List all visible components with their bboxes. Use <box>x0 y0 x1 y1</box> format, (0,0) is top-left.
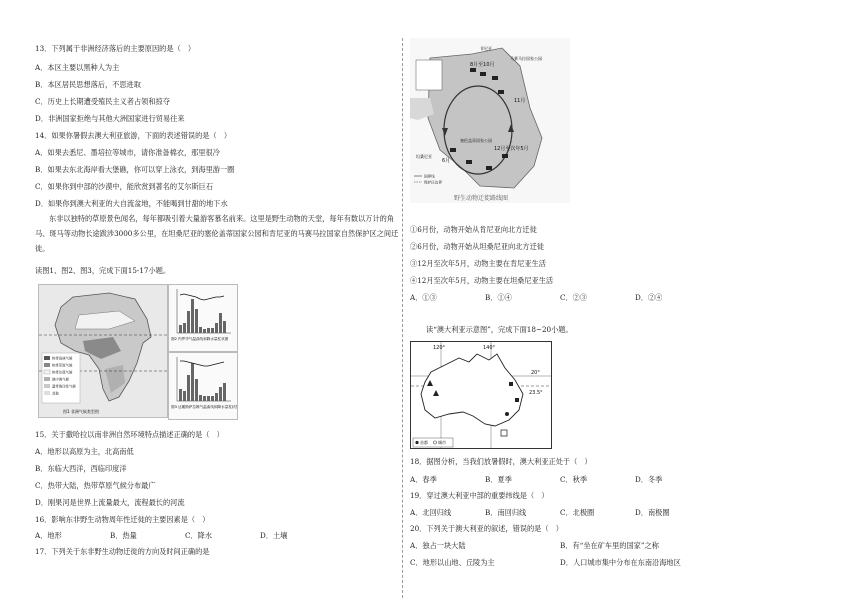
map1-legend-reserve: 保护区边界 <box>424 180 442 185</box>
map1-legend-border: 国界线 <box>424 174 435 179</box>
q13-stem: 13．下列属于非洲经济落后的主要原因的是（ ） <box>35 44 196 53</box>
q20-stem: 20．下列关于澳大利亚的叙述，错误的是（ ） <box>410 524 563 533</box>
fig1-legend-1: 热带草原气候 <box>52 363 73 368</box>
map2-legend-capital: 首都 <box>420 440 428 445</box>
map2-lat-20: 20° <box>531 370 540 376</box>
fig1-legend-5: 其他 <box>52 391 59 396</box>
fig1-legend-4: 温带海洋性气候 <box>52 384 76 389</box>
q14-option-d: D．如果你到澳大利亚的大自流盆地，不能喝到甘甜的地下水 <box>35 199 228 208</box>
africa-climate-map <box>38 284 168 418</box>
fig1-legend-3: 地中海气候 <box>52 377 69 382</box>
fig2-caption: 图2 内罗毕气温曲线和降水量柱状图 <box>171 337 229 341</box>
fig3-caption: 图3 达累斯萨拉姆气温曲线和降水量柱状图 <box>171 405 237 409</box>
q16-option-b: B．热量 <box>110 531 137 540</box>
column-divider <box>402 38 403 598</box>
q17-option-3: ③12月至次年5月，动物主要在肯尼亚生活 <box>410 259 546 268</box>
q17-stem: 17．下列关于东非野生动物迁徙的方向及时间正确的是 <box>35 547 210 556</box>
q18-stem: 18．据图分析，当我们放暑假时，澳大利亚正处于（ ） <box>410 457 592 466</box>
q17-option-1: ①6月份，动物开始从肯尼亚向北方迁徙 <box>410 225 537 234</box>
q19-option-c: C．北极圈 <box>560 508 595 517</box>
q19-option-b: B．南回归线 <box>485 508 527 517</box>
q20-option-a: A．独占一块大陆 <box>410 541 466 550</box>
q15-option-c: C．热带大陆，热带草原气候分布最广 <box>35 481 156 490</box>
q16-option-a: A．地形 <box>35 531 62 540</box>
fig1-legend-2: 热带沙漠气候 <box>52 370 73 375</box>
q17-choice-a: A．①③ <box>410 293 437 302</box>
nairobi-climate-chart <box>168 284 238 352</box>
q18-option-a: A．春季 <box>410 475 437 484</box>
map1-label-nov: 11月 <box>514 98 526 104</box>
migration-route-map <box>410 38 570 203</box>
q15-option-b: B．东临大西洋，西临印度洋 <box>35 464 127 473</box>
q20-option-d: D．人口城市集中分布在东南沿海地区 <box>560 558 681 567</box>
map1-label-dec-may: 12月至次年5月 <box>494 146 529 152</box>
dar-es-salaam-climate-chart <box>168 352 238 420</box>
q17-option-4: ④12月至次年5月，动物主要在坦桑尼亚生活 <box>410 276 554 285</box>
map1-label-maasai-mara: 马赛马拉国家公园 <box>510 56 542 61</box>
q13-option-b: B．本区居民思想落后，不思进取 <box>35 80 141 89</box>
reading-passage: 东非以独特的草原景色闻名，每年都吸引着大量游客慕名前来。这里是野生动物的天堂，每年有数以万计的角马、斑马等动物长途跋涉3000多公里，在坦桑尼亚的塞伦盖蒂国家公园和肯尼亚的马赛马拉国家自然保护区之间迁徙。 <box>35 214 399 253</box>
q14-option-a: A．如果去悉尼、墨培拉等城市，请你准备棉衣，那里很冷 <box>35 148 220 157</box>
q15-option-d: D．刚果河是世界上流量最大，流程最长的河流 <box>35 498 185 507</box>
q18-option-d: D．冬季 <box>635 475 663 484</box>
q19-option-a: A．北回归线 <box>410 508 452 517</box>
q14-stem: 14．如果你暑假去澳大利亚旅游，下面的表述错误的是（ ） <box>35 131 232 140</box>
map1-label-aug-oct: 8月至10月 <box>470 62 495 68</box>
map2-legend-city: 城市 <box>438 440 446 445</box>
q17-choice-c: C．②③ <box>560 293 588 302</box>
q18-option-b: B．夏季 <box>485 475 512 484</box>
q20-option-c: C．地形以山地、丘陵为主 <box>410 558 495 567</box>
q17-choice-b: B．①④ <box>485 293 512 302</box>
q14-option-c: C．如果你到中部的沙漠中，能欣赏到著名的艾尔斯巨石 <box>35 182 214 191</box>
q19-stem: 19．穿过澳大利亚中部的重要纬线是（ ） <box>410 491 549 500</box>
map1-title: 野生动物迁徙路线图 <box>454 195 509 202</box>
q14-option-b: B．如果去东北海岸看大堡礁，你可以穿上泳衣，到海里游一圈 <box>35 165 235 174</box>
q13-option-c: C．历史上长期遭受殖民主义者占领和掠夺 <box>35 97 170 106</box>
map1-label-serengeti: 塞伦盖蒂国家公园 <box>460 138 492 143</box>
q16-option-d: D．土壤 <box>260 531 288 540</box>
map2-lon-120: 120° <box>433 345 446 351</box>
q16-stem: 16．影响东非野生动物周年性迁徙的主要因素是（ ） <box>35 515 210 524</box>
q13-option-a: A．本区主要以黑种人为主 <box>35 63 120 72</box>
q16-option-c: C．降水 <box>185 531 213 540</box>
q15-option-a: A．地形以高原为主，北高南低 <box>35 447 134 456</box>
q19-option-d: D．南极圈 <box>635 508 670 517</box>
intro-15-17: 读图1、图2、图3，完成下面15-17小题。 <box>35 266 171 275</box>
q20-option-b: B．有“坐在矿车里的国家”之称 <box>560 541 659 550</box>
map2-lat-23-5: 23.5° <box>529 390 543 396</box>
map1-label-tanzania: 坦桑尼亚 <box>416 154 432 159</box>
q17-choice-d: D．②④ <box>635 293 663 302</box>
q13-option-d: D．非洲国家拒绝与其他大洲国家进行贸易往来 <box>35 114 185 123</box>
q15-stem: 15．关于撒哈拉以南非洲自然环境特点描述正确的是（ ） <box>35 430 224 439</box>
map1-label-kenya: 肯尼亚 <box>480 46 492 51</box>
australia-map <box>410 341 552 449</box>
map2-lon-140: 140° <box>483 345 496 351</box>
q18-option-c: C．秋季 <box>560 475 588 484</box>
fig1-legend-0: 热带雨林气候 <box>52 356 73 361</box>
map1-label-jun: 6月 <box>442 158 451 164</box>
q17-option-2: ②6月份，动物开始从坦桑尼亚向北方迁徙 <box>410 242 544 251</box>
intro-18-20: 读“澳大利亚示意图”，完成下面18~20小题。 <box>426 325 573 334</box>
fig1-caption: 图1 非洲气候类型图 <box>63 409 99 414</box>
